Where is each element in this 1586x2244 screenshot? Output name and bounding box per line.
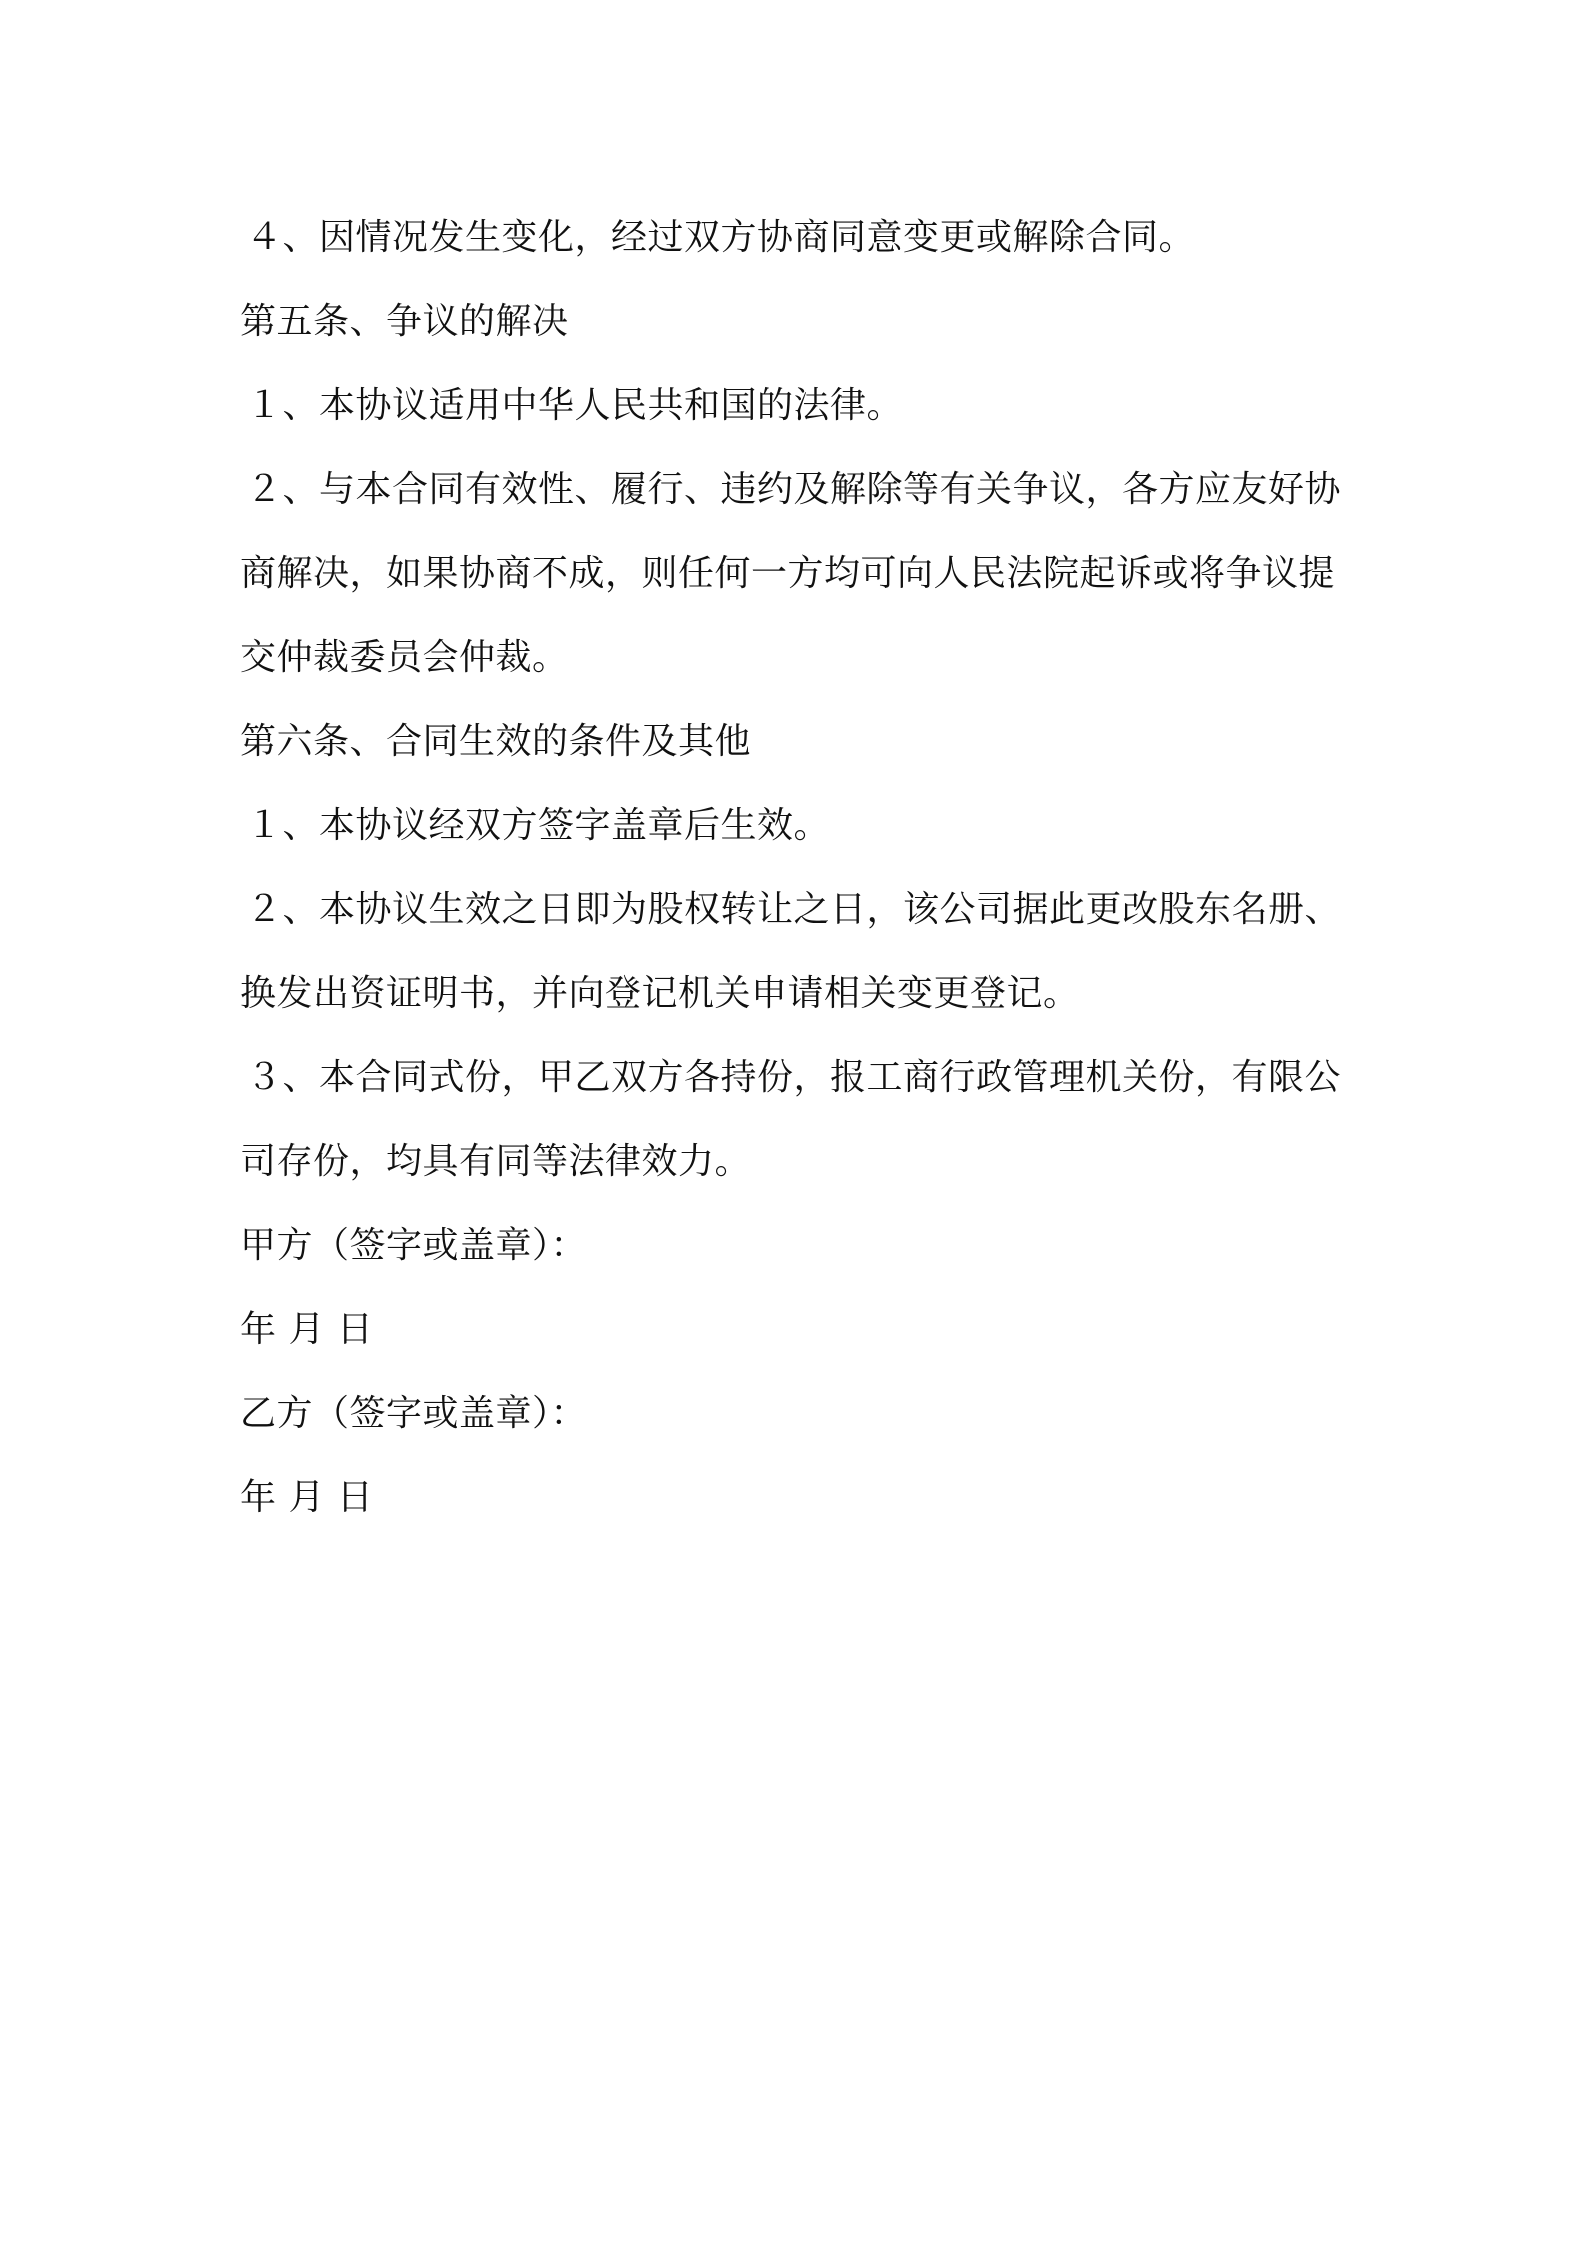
clause-2-dispute-line-2: 商解决，如果协商不成，则任何一方均可向人民法院起诉或将争议提: [240, 553, 1336, 594]
clause-2-dispute-line-1: ２、与本合同有效性、履行、违约及解除等有关争议，各方应友好协: [246, 469, 1342, 510]
clause-4-change-or-termination: ４、因情况发生变化，经过双方协商同意变更或解除合同。: [246, 217, 1196, 258]
contract-text: [240, 196, 1360, 1540]
clause-1-applicable-law: １、本协议适用中华人民共和国的法律。: [246, 385, 904, 426]
party-a-date-label: 年 月 日: [240, 1309, 374, 1350]
party-b-signature-label: 乙方（签字或盖章）：: [240, 1393, 588, 1434]
article-6-heading: 第六条、合同生效的条件及其他: [240, 721, 752, 762]
article-5-heading: 第五条、争议的解决: [240, 301, 569, 342]
clause-3-copies-line-1: ３、本合同式份，甲乙双方各持份，报工商行政管理机关份，有限公: [246, 1057, 1342, 1098]
clause-2-transfer-date-line-2: 换发出资证明书，并向登记机关申请相关变更登记。: [240, 973, 1080, 1014]
party-a-signature-label: 甲方（签字或盖章）：: [240, 1225, 588, 1266]
clause-3-copies-line-2: 司存份，均具有同等法律效力。: [240, 1141, 752, 1182]
clause-2-transfer-date-line-1: ２、本协议生效之日即为股权转让之日，该公司据此更改股东名册、: [246, 889, 1342, 930]
party-b-date-label: 年 月 日: [240, 1477, 374, 1518]
clause-2-dispute-line-3: 交仲裁委员会仲裁。: [240, 637, 569, 678]
clause-1-effective-upon-signing: １、本协议经双方签字盖章后生效。: [246, 805, 831, 846]
